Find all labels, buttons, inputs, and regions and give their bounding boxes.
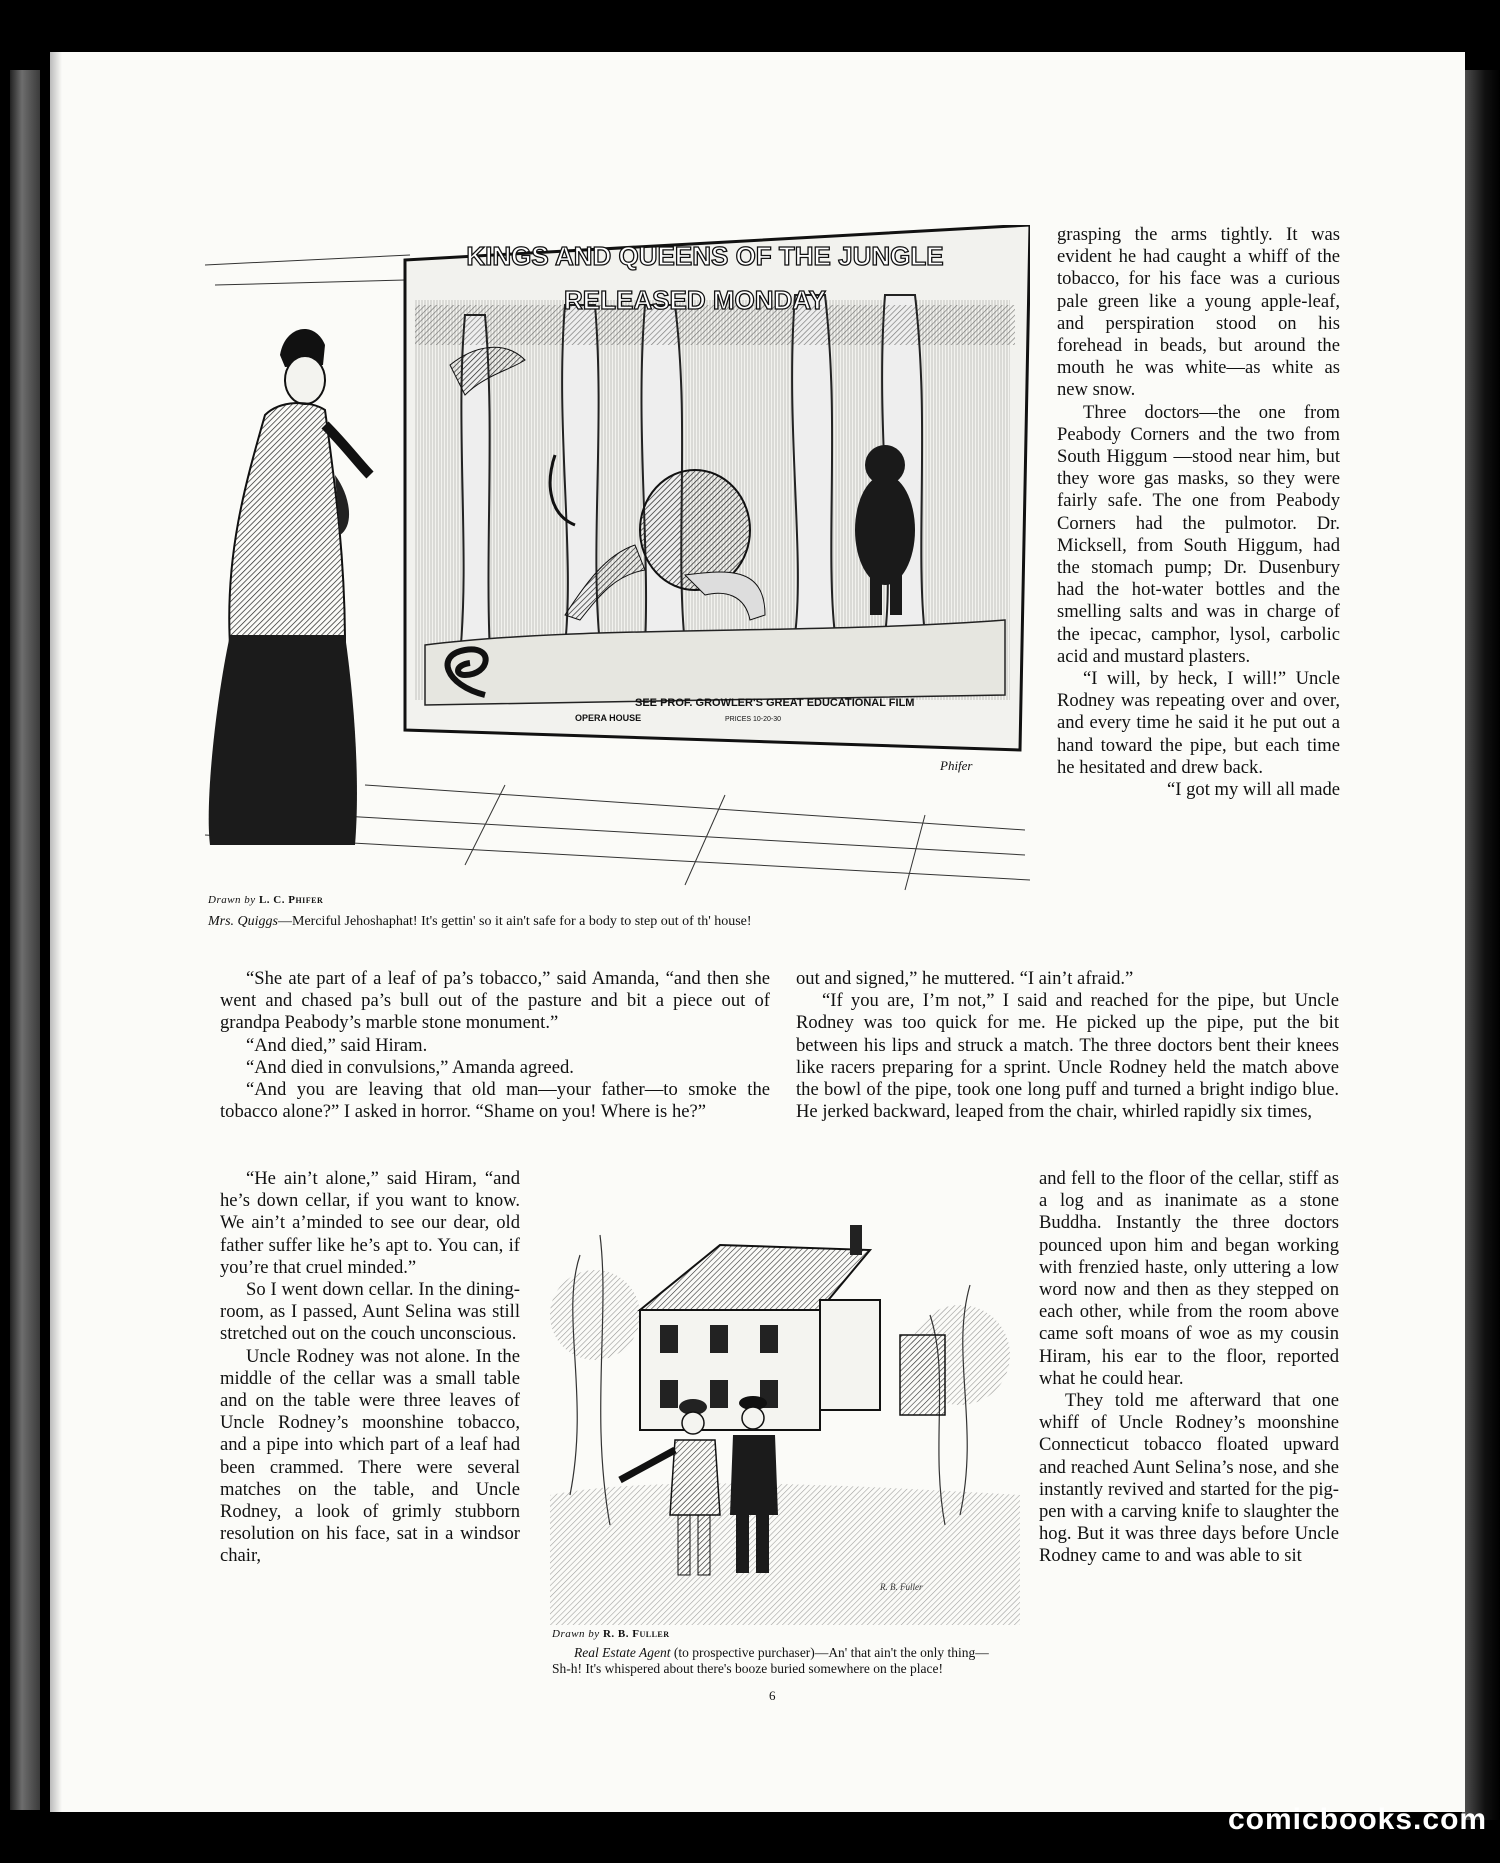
column-left-bottom bbox=[220, 1168, 520, 1568]
paragraph: and fell to the floor of the cellar, stiff as a log and as inanimate as a stone Buddha. Instantly the three doctors pounced upon him and began working with frenzied haste, only uttering a low word now and then as they stepped on each other, while from the room above came soft moans of woe as my cousin Hiram, his ear to the floor, reported what he could hear. bbox=[1039, 1168, 1339, 1389]
jungle-film-illustration bbox=[205, 225, 1030, 895]
paragraph: “I will, by heck, I will!” Uncle Rodney was repeating over and over, and every time he said it he put out a hand toward the pipe, but each time he hesitated and drew back. bbox=[1057, 668, 1340, 778]
farmhouse-illustration bbox=[550, 1195, 1020, 1625]
sign-title-line1: KINGS AND QUEENS OF THE JUNGLE bbox=[466, 241, 944, 271]
bottom-cartoon-caption bbox=[552, 1645, 1007, 1677]
cartoonist-signature: R. B. Fuller bbox=[880, 1582, 923, 1592]
bottom-cartoon-credit bbox=[552, 1628, 670, 1640]
page-number: 6 bbox=[769, 1688, 776, 1703]
column-middle bbox=[796, 968, 1339, 1123]
paragraph: “If you are, I’m not,” I said and reached for the pipe, but Uncle Rodney was too quick for me. He picked up the pipe, put the bit between his lips and struck a match. The three doctors bent their knees like racers preparing for a sprint. Uncle Rodney held the match above the bowl of the pipe, took one long puff and turned a bright indigo blue. He jerked backward, leaped from the chair, whirled rapidly six times, bbox=[796, 990, 1339, 1123]
paragraph: out and signed,” he muttered. “I ain’t afraid.” bbox=[796, 968, 1134, 989]
paragraph: Three doctors—the one from Peabody Corners and the two from South Higgum —stood near him, but they wore gas masks, so they were fairly safe. The one from Peabody Corners had the pulmotor. Dr. Micksell, from South Higgum, had the stomach pump; Dr. Dusenbury had the hot-water bottles and the smelling salts and was in charge of the ipecac, camphor, lysol, carbolic acid and mustard plasters. bbox=[1057, 401, 1340, 667]
column-right-top bbox=[1057, 224, 1340, 801]
real-estate-cartoon bbox=[550, 1195, 1020, 1625]
jungle-film-cartoon bbox=[205, 225, 1030, 895]
caption-text: —An' that ain't the only thing—Sh-h! It's whispered about there's booze buried somewhere on the place! bbox=[552, 1645, 989, 1676]
caption-aside: (to prospective purchaser) bbox=[673, 1645, 815, 1660]
credit-prefix: Drawn by bbox=[552, 1628, 600, 1640]
site-watermark: comicbooks.com bbox=[1228, 1803, 1488, 1836]
paragraph: So I went down cellar. In the dining-room, as I passed, Aunt Selina was still stretched out on the couch unconscious. bbox=[220, 1279, 520, 1345]
paragraph: “And died,” said Hiram. bbox=[246, 1034, 428, 1056]
book-spine bbox=[10, 70, 40, 1810]
caption-speaker: Mrs. Quiggs bbox=[208, 914, 279, 929]
paragraph: Uncle Rodney was not alone. In the middle of the cellar was a small table and on the table were three leaves of Uncle Rodney’s moonshine tobacco, and a pipe into which part of a leaf had been crammed. There were several matches on the table, and Uncle Rodney, a look of grimly stubborn resolution on his face, sat in a windsor chair, bbox=[220, 1345, 520, 1567]
column-right-bottom bbox=[1039, 1168, 1339, 1568]
paragraph: “He ain’t alone,” said Hiram, “and he’s down cellar, if you want to know. We ain’t a’minded to see our dear, old father suffer like he’s apt to. You can, if you’re that cruel minded.” bbox=[220, 1168, 520, 1278]
paragraph: “And died in convulsions,” Amanda agreed. bbox=[246, 1056, 574, 1078]
top-cartoon-caption bbox=[208, 913, 1028, 930]
paragraph: They told me afterward that one whiff of Uncle Rodney’s moonshine Connecticut tobacco floated upward and reached Aunt Selina’s nose, and she instantly revived and started for the pig-pen with a carving knife to slaughter the hog. But it was three days before Uncle Rodney came to and was able to sit bbox=[1039, 1390, 1339, 1567]
poster-prices: PRICES 10-20-30 bbox=[725, 716, 782, 723]
caption-speaker: Real Estate Agent bbox=[574, 1645, 671, 1660]
page-gutter-shadow bbox=[50, 52, 62, 1812]
caption-text: —Merciful Jehoshaphat! It's gettin' so it ain't safe for a body to step out of th' house! bbox=[278, 914, 752, 929]
paragraph: “And you are leaving that old man—your father—to smoke the tobacco alone?” I asked in horror. “Shame on you! Where is he?” bbox=[220, 1079, 770, 1123]
paragraph: “I got my will all made bbox=[1167, 779, 1340, 801]
sign-title-line2: RELEASED MONDAY bbox=[564, 285, 826, 315]
paragraph: grasping the arms tightly. It was evident he had caught a whiff of the tobacco, for his face was a curious pale green like a young apple-leaf, and perspiration stood on his forehead in beads, but around the mouth he was white—as white as new snow. bbox=[1057, 224, 1340, 401]
book-edge bbox=[1462, 70, 1500, 1820]
cartoonist-signature: Phifer bbox=[940, 758, 973, 773]
top-cartoon-credit bbox=[208, 894, 323, 906]
paragraph: “She ate part of a leaf of pa’s tobacco,” said Amanda, “and then she went and chased pa’s bull out of the pasture and bit a piece out of grandpa Peabody’s marble stone monument.” bbox=[220, 968, 770, 1034]
poster-venue-line: OPERA HOUSE bbox=[575, 713, 642, 723]
credit-name: L. C. Phifer bbox=[258, 894, 324, 906]
credit-name: R. B. Fuller bbox=[602, 1628, 670, 1640]
poster-film-line: SEE PROF. GROWLER'S GREAT EDUCATIONAL FILM bbox=[635, 697, 915, 709]
credit-prefix: Drawn by bbox=[208, 894, 256, 906]
column-left-top bbox=[220, 968, 770, 1123]
